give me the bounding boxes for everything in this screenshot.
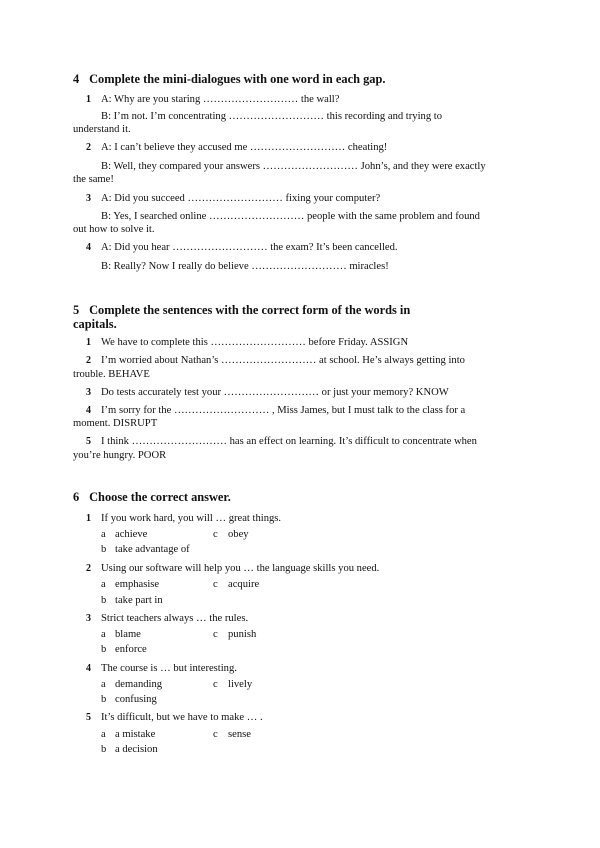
option-b-letter: b bbox=[101, 744, 107, 755]
option-a[interactable]: a mistake bbox=[115, 729, 156, 740]
question-number: 3 bbox=[86, 613, 91, 624]
question-number: 4 bbox=[86, 663, 91, 674]
section-6-heading bbox=[73, 491, 231, 504]
option-a[interactable]: blame bbox=[115, 629, 141, 640]
option-b[interactable]: a decision bbox=[115, 744, 158, 755]
option-c[interactable]: sense bbox=[228, 729, 251, 740]
item-number: 1 bbox=[86, 94, 91, 105]
option-b[interactable]: take part in bbox=[115, 595, 163, 606]
option-a-letter: a bbox=[101, 729, 106, 740]
question-number: 1 bbox=[86, 513, 91, 524]
item-number: 2 bbox=[86, 142, 91, 153]
option-b-letter: b bbox=[101, 544, 107, 555]
section-4-heading bbox=[73, 73, 385, 86]
sentence: Do tests accurately test your ……………………… or just your memory? KNOW bbox=[101, 387, 449, 398]
sentence: I’m sorry for the ……………………… , Miss James, but I must talk to the class for a bbox=[101, 405, 466, 416]
option-c[interactable]: obey bbox=[228, 529, 249, 540]
sentence: I’m worried about Nathan’s ……………………… at school. He’s always getting into bbox=[101, 355, 465, 366]
question-text: If you work hard, you will … great things. bbox=[101, 513, 282, 524]
option-c-letter: c bbox=[213, 729, 218, 740]
item-number: 4 bbox=[86, 242, 91, 253]
option-a[interactable]: achieve bbox=[115, 529, 148, 540]
question-number: 5 bbox=[86, 712, 91, 723]
sentence-cont: you’re hungry. POOR bbox=[73, 450, 167, 461]
section-number: 5 bbox=[73, 303, 80, 317]
sentence: We have to complete this ……………………… before Friday. ASSIGN bbox=[101, 337, 409, 348]
sentence-cont: moment. DISRUPT bbox=[73, 418, 158, 429]
section-title: Complete the sentences with the correct form of the words in bbox=[89, 303, 411, 317]
item-number: 3 bbox=[86, 193, 91, 204]
option-b[interactable]: enforce bbox=[115, 644, 147, 655]
section-title: Choose the correct answer. bbox=[89, 490, 231, 504]
option-a-letter: a bbox=[101, 629, 106, 640]
option-a[interactable]: emphasise bbox=[115, 579, 160, 590]
question-text: The course is … but interesting. bbox=[101, 663, 237, 674]
line-b: B: Really? Now I really do believe ……………………… miracles! bbox=[101, 261, 389, 272]
line-b: B: I’m not. I’m concentrating ……………………… this recording and trying to bbox=[101, 111, 443, 122]
option-b-letter: b bbox=[101, 595, 107, 606]
item-number: 4 bbox=[86, 405, 91, 416]
option-b-letter: b bbox=[101, 694, 107, 705]
option-c-letter: c bbox=[213, 579, 218, 590]
option-a-letter: a bbox=[101, 579, 106, 590]
option-c[interactable]: lively bbox=[228, 679, 253, 690]
item-number: 3 bbox=[86, 387, 91, 398]
question-text: Strict teachers always … the rules. bbox=[101, 613, 249, 624]
line-a: A: I can’t believe they accused me ……………………… cheating! bbox=[101, 142, 388, 153]
section-title: Complete the mini-dialogues with one word in each gap. bbox=[89, 72, 386, 86]
item-number: 5 bbox=[86, 436, 91, 447]
sentence-cont: trouble. BEHAVE bbox=[73, 369, 150, 380]
option-a-letter: a bbox=[101, 529, 106, 540]
option-c-letter: c bbox=[213, 629, 218, 640]
line-b-cont: understand it. bbox=[73, 124, 131, 135]
option-b-letter: b bbox=[101, 644, 107, 655]
option-b[interactable]: confusing bbox=[115, 694, 157, 705]
question-text: It’s difficult, but we have to make … . bbox=[101, 712, 263, 723]
option-c-letter: c bbox=[213, 529, 218, 540]
line-a: A: Did you hear ……………………… the exam? It’s been cancelled. bbox=[101, 242, 398, 253]
option-a-letter: a bbox=[101, 679, 106, 690]
option-c[interactable]: punish bbox=[228, 629, 257, 640]
section-5-heading bbox=[73, 304, 410, 317]
line-a: A: Why are you staring ……………………… the wall? bbox=[101, 94, 340, 105]
line-b-cont: the same! bbox=[73, 174, 114, 185]
question-number: 2 bbox=[86, 563, 91, 574]
line-a: A: Did you succeed ……………………… fixing your computer? bbox=[101, 193, 381, 204]
line-b: B: Yes, I searched online ……………………… people with the same problem and found bbox=[101, 211, 480, 222]
option-b[interactable]: take advantage of bbox=[115, 544, 190, 555]
item-number: 2 bbox=[86, 355, 91, 366]
option-a[interactable]: demanding bbox=[115, 679, 163, 690]
section-title-cont: capitals. bbox=[73, 317, 117, 331]
line-b-cont: out how to solve it. bbox=[73, 224, 155, 235]
question-text: Using our software will help you … the language skills you need. bbox=[101, 563, 380, 574]
section-number: 6 bbox=[73, 490, 80, 504]
item-number: 1 bbox=[86, 337, 91, 348]
option-c[interactable]: acquire bbox=[228, 579, 260, 590]
section-5-heading-cont bbox=[73, 318, 117, 331]
section-number: 4 bbox=[73, 72, 80, 86]
option-c-letter: c bbox=[213, 679, 218, 690]
line-b: B: Well, they compared your answers ……………………… John’s, and they were exactly bbox=[101, 161, 486, 172]
sentence: I think ……………………… has an effect on learning. It’s difficult to concentrate when bbox=[101, 436, 477, 447]
